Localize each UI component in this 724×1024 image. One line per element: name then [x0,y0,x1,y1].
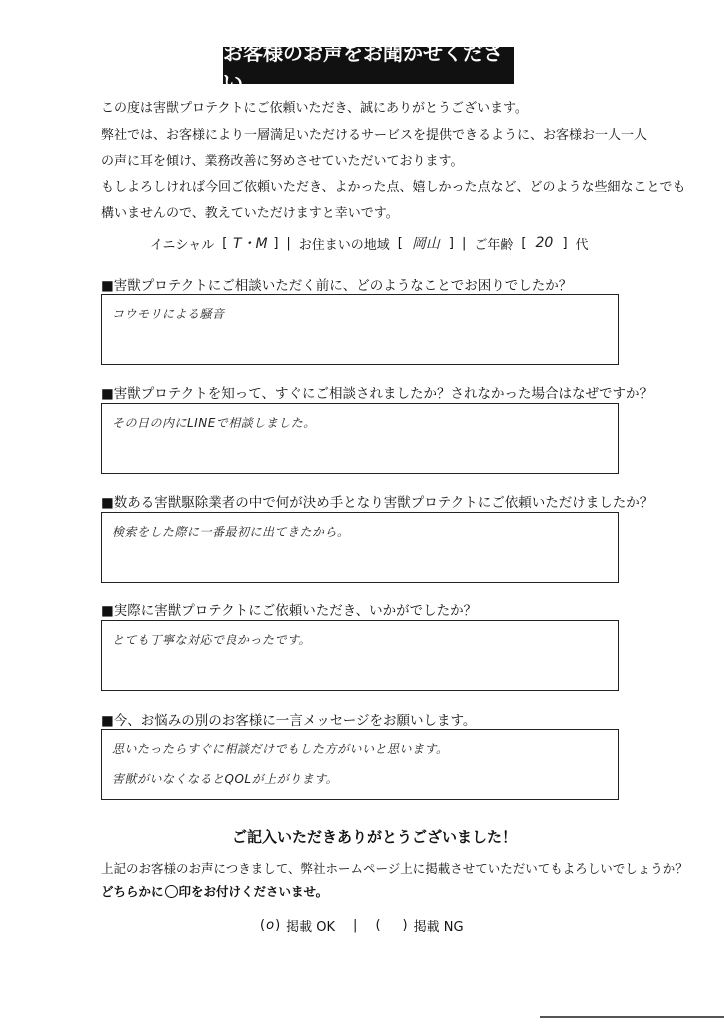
question-5-answer-line-2: 害獣がいなくなるとQOLが上がります。 [112,772,339,786]
page-edge-line [540,1016,724,1018]
question-1-label: ■害獣プロテクトにご相談いただく前に、どのようなことでお困りでしたか？ [101,278,573,294]
question-4-answer-line-1: とても丁寧な対応で良かったです。 [112,633,312,647]
consent-instruction-post: 印をお付けくださいませ。 [178,884,329,899]
intro-line-5: 構いませんので、教えていただけますと幸いです。 [101,206,399,221]
question-3-answer-line-1: 検索をした際に一番最初に出てきたから。 [112,525,350,539]
consent-question: 上記のお客様のお声につきまして、弊社ホームページ上に掲載させていただいてもよろしいでしょうか？ [101,861,688,876]
ng-open-paren: ( [375,918,381,933]
thanks-message: ご記入いただきありがとうございました！ [232,828,518,846]
circle-mark-icon [165,885,178,898]
intro-line-3: の声に耳を傾け、業務改善に努めさせていただいております。 [101,154,464,169]
respondent-info [150,233,589,253]
intro-line-4: もしよろしければ今回ご依頼いただき、よかった点、嬉しかった点など、どのような些細なことでも [101,180,686,195]
question-1-answer-line-1: コウモリによる騒音 [112,307,225,321]
initial-close-bracket: ] [273,235,279,251]
page-title: お客様のお声をお聞かせください [223,47,514,84]
consent-instruction [101,882,328,900]
question-5-answer-box [101,729,619,800]
initial-open-bracket: [ [222,235,228,251]
question-2-answer-box [101,403,619,474]
question-2-label: ■害獣プロテクトを知って、すぐにご相談されましたか？されなかった場合はなぜですか？ [101,386,653,402]
consent-instruction-pre: どちらかに [101,884,164,899]
ok-close-paren: ) [275,918,281,933]
question-4-label: ■実際に害獣プロテクトにご依頼いただき、いかがでしたか？ [101,603,478,619]
question-2-answer-line-1: その日の内にLINEで相談しました。 [112,416,316,430]
ng-close-paren: ) [402,918,408,933]
age-value: 20 [535,235,554,251]
ok-mark[interactable]: o [266,918,275,933]
initial-label: イニシャル [150,237,215,253]
question-1-answer-box [101,294,619,365]
ok-label: 掲載 OK [286,920,336,935]
age-label: ご年齢 [474,237,514,253]
age-suffix: 代 [575,237,589,253]
choice-separator: | [353,918,358,933]
question-3-label: ■数ある害獣駆除業者の中で何が決め手となり害獣プロテクトにご依頼いただけましたか？ [101,495,654,511]
residence-label: お住まいの地域 [298,237,390,253]
question-5-answer-line-1: 思いたったらすぐに相談だけでもした方がいいと思います。 [112,742,449,756]
residence-close-bracket: ] [448,235,454,251]
intro-line-2: 弊社では、お客様により一層満足いただけるサービスを提供できるように、お客様お一人一人 [101,128,648,143]
question-5-label: ■今、お悩みの別のお客様に一言メッセージをお願いします。 [101,713,477,729]
consent-choices [260,916,464,935]
age-close-bracket: ] [562,235,568,251]
initial-value: T・M [232,236,268,252]
meta-separator-2: | [461,235,467,251]
residence-open-bracket: [ [397,235,403,251]
ok-open-paren: ( [260,918,266,933]
residence-value: 岡山 [411,236,440,252]
question-4-answer-box [101,620,619,691]
question-3-answer-box [101,512,619,583]
meta-separator-1: | [286,235,291,251]
ng-label: 掲載 NG [413,920,464,935]
age-open-bracket: [ [521,235,527,251]
intro-line-1: この度は害獣プロテクトにご依頼いただき、誠にありがとうございます。 [101,101,528,116]
